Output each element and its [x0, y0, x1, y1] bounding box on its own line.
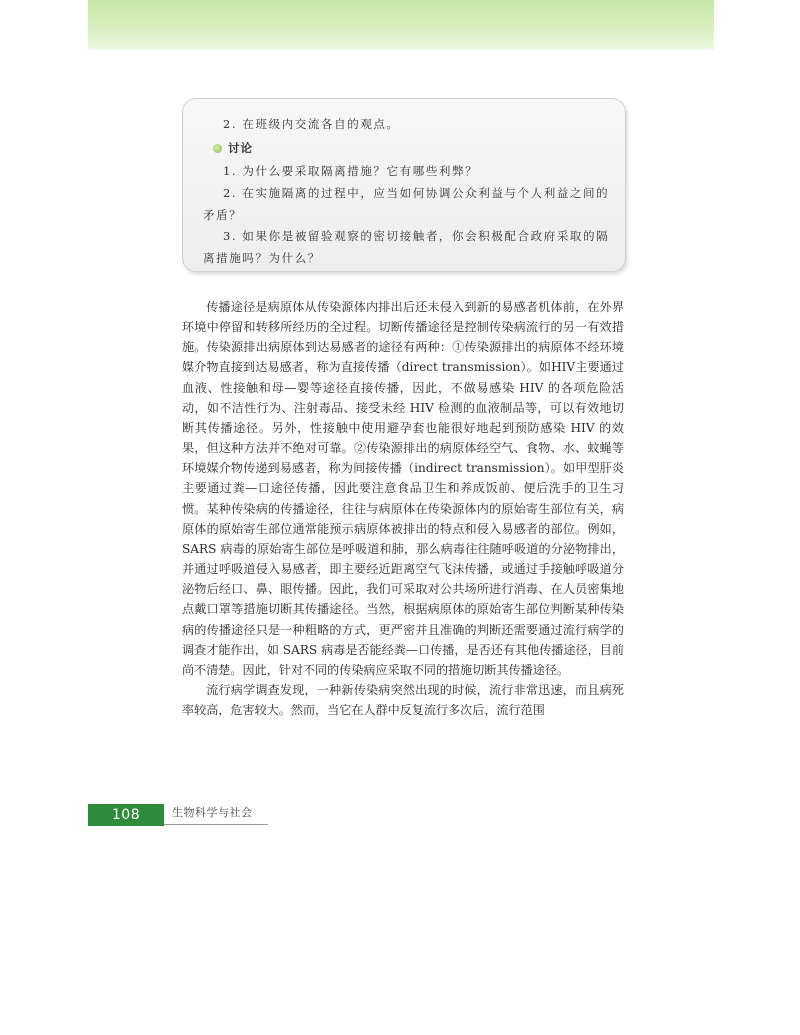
- bullet-circle-icon: [213, 144, 222, 153]
- discussion-question-3-line-1: 3. 如果你是被留验观察的密切接触者，你会积极配合政府采取的隔: [223, 229, 610, 243]
- footer-divider: [164, 824, 268, 825]
- discussion-question-1: 1. 为什么要采取隔离措施？它有哪些利弊？: [223, 164, 479, 178]
- book-title: 生物科学与社会: [172, 806, 253, 819]
- discussion-question-2-line-1: 2. 在实施隔离的过程中，应当如何协调公众利益与个人利益之间的: [223, 186, 610, 200]
- body-paragraph-1: 传播途径是病原体从传染源体内排出后还未侵入到新的易感者机体前，在外界环境中停留和转移所经历的全过程。切断传播途径是控制传染病流行的另一有效措施。传染源排出病原体到达易感者的途径有两种：①传染源排出的病原体不经环境媒介物直接到达易感者，称为直接传播（direct transmission）。如HIV主要通过血液、性接触和母—婴等途径直接传播，因此，不做易感染 HIV 的各项危险活动，如不洁性行为、注射毒品、接受未经 HIV 检测的血液制品等，可以有效地切断其传播途径。另外，性接触中使用避孕套也能很好地起到预防感染 HIV 的效果，但这种方法并不绝对可靠。②传染源排出的病原体经空气、食物、水、蚊蝇等环境媒介物传递到易感者，称为间接传播（indirect transmission）。如甲型肝炎主要通过粪—口途径传播，因此要注意食品卫生和养成饭前、便后洗手的卫生习惯。某种传染病的传播途径，往往与病原体在传染源体内的原始寄生部位有关，病原体的原始寄生部位通常能预示病原体被排出的特点和侵入易感者的部位。例如，SARS 病毒的原始寄生部位是呼吸道和肺，那么病毒往往随呼吸道的分泌物排出，并通过呼吸道侵入易感者，即主要经近距离空气飞沫传播，或通过手接触呼吸道分泌物后经口、鼻、眼传播。因此，我们可采取对公共场所进行消毒、在人员密集地点戴口罩等措施切断其传播途径。当然，根据病原体的原始寄生部位判断某种传染病的传播途径只是一种粗略的方式，更严密并且准确的判断还需要通过流行病学的调查才能作出，如 SARS 病毒是否能经粪—口传播，是否还有其他传播途径，目前尚不清楚。因此，针对不同的传染病应采取不同的措施切断其传播途径。: [182, 300, 624, 677]
- discussion-question-3-line-2: 离措施吗？为什么？: [203, 251, 321, 265]
- discussion-heading: [213, 140, 253, 156]
- discussion-question-2-line-2: 矛盾？: [203, 208, 243, 222]
- main-text: [182, 297, 624, 720]
- discussion-box: [182, 98, 626, 272]
- discussion-title: 讨论: [228, 141, 253, 155]
- header-band: [88, 0, 714, 50]
- page-number: 108: [111, 807, 141, 823]
- page-number-bar: [88, 804, 164, 826]
- activity-item-2: 2. 在班级内交流各自的观点。: [223, 117, 400, 131]
- body-paragraph-2: 流行病学调查发现，一种新传染病突然出现的时候，流行非常迅速，而且病死率较高，危害较大。然而，当它在人群中反复流行多次后，流行范围: [182, 682, 624, 718]
